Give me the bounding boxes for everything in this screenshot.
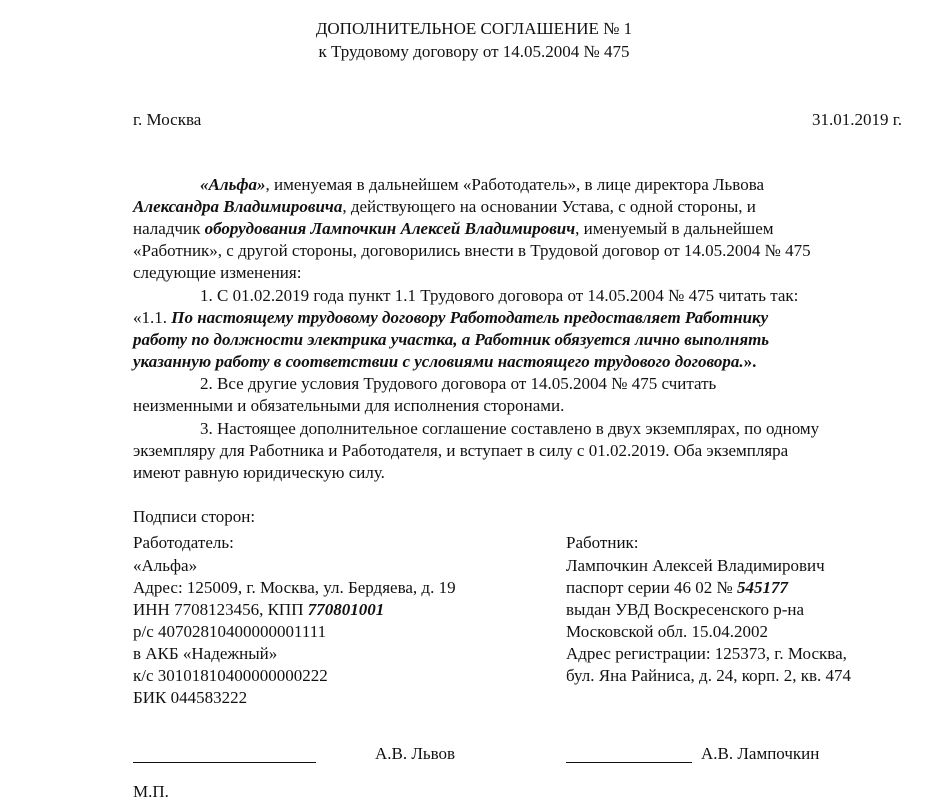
- preamble-line-3: [133, 218, 774, 240]
- employee-full-name: Лампочкин Алексей Владимирович: [566, 556, 825, 575]
- item3-line-1: 3. Настоящее дополнительное соглашение составлено в двух экземплярах, по одному: [200, 419, 820, 438]
- employee-name: оборудования Лампочкин Алексей Владимирович: [204, 219, 576, 238]
- item2-line-2: неизменными и обязательными для исполнения сторонами.: [133, 396, 565, 415]
- preamble-text: , именуемый в дальнейшем: [575, 219, 774, 238]
- seal-mark: М.П.: [133, 782, 169, 801]
- employer-bik: БИК 044583222: [133, 688, 248, 707]
- kpp-value: 770801001: [307, 600, 385, 619]
- employee-issued-2: Московской обл. 15.04.2002: [566, 622, 768, 641]
- item1-intro: 1. С 01.02.2019 года пункт 1.1 Трудового договора от 14.05.2004 № 475 читать так:: [200, 286, 799, 305]
- place: г. Москва: [133, 110, 202, 129]
- company-name: «Альфа»: [200, 175, 266, 194]
- employer-label: Работодатель:: [133, 533, 234, 552]
- clause-text: указанную работу в соответствии с условиями настоящего трудового договора.: [133, 352, 744, 371]
- employer-bank: в АКБ «Надежный»: [133, 644, 278, 663]
- employer-signature-line: [133, 762, 316, 763]
- employee-issued-1: выдан УВД Воскресенского р-на: [566, 600, 805, 619]
- employee-signatory: А.В. Лампочкин: [701, 744, 820, 763]
- item1-line-3: [133, 351, 756, 373]
- preamble-text: , именуемая в дальнейшем «Работодатель», в лице директора Львова: [265, 175, 765, 194]
- inn-text: ИНН 7708123456, КПП: [133, 600, 308, 619]
- document-date: 31.01.2019 г.: [811, 110, 902, 129]
- employer-inn-kpp: [133, 599, 384, 621]
- clause-text: По настоящему трудовому договору Работодатель предоставляет Работнику: [171, 308, 769, 327]
- preamble-line-5: следующие изменения:: [133, 263, 302, 282]
- employee-registration-1: Адрес регистрации: 125373, г. Москва,: [566, 644, 847, 663]
- item3-line-3: имеют равную юридическую силу.: [133, 463, 385, 482]
- preamble-line-2: [133, 196, 756, 218]
- employee-label: Работник:: [566, 533, 639, 552]
- document-title: ДОПОЛНИТЕЛЬНОЕ СОГЛАШЕНИЕ № 1: [315, 19, 633, 38]
- preamble-line-4: «Работник», с другой стороны, договорились внести в Трудовой договор от 14.05.2004 № 475: [133, 241, 811, 260]
- employer-name: «Альфа»: [133, 556, 198, 575]
- quote-open: «1.1.: [133, 308, 172, 327]
- employer-signatory: А.В. Львов: [375, 744, 456, 763]
- quote-close: ».: [743, 352, 757, 371]
- passport-number: 545177: [736, 578, 788, 597]
- employer-account: р/с 40702810400000001111: [133, 622, 327, 641]
- document-subtitle: к Трудовому договору от 14.05.2004 № 475: [318, 42, 630, 61]
- director-name: Александра Владимировича: [133, 197, 343, 216]
- signatures-title: Подписи сторон:: [133, 507, 256, 526]
- employer-address: Адрес: 125009, г. Москва, ул. Бердяева, д. 19: [133, 578, 456, 597]
- preamble-text: , действующего на основании Устава, с одной стороны, и: [342, 197, 756, 216]
- item2-line-1: 2. Все другие условия Трудового договора от 14.05.2004 № 475 считать: [200, 374, 717, 393]
- item3-line-2: экземпляру для Работника и Работодателя, и вступает в силу с 01.02.2019. Оба экземпляра: [133, 441, 789, 460]
- employee-signature-line: [566, 762, 692, 763]
- passport-text: паспорт серии 46 02 №: [566, 578, 737, 597]
- employee-registration-2: бул. Яна Райниса, д. 24, корп. 2, кв. 474: [566, 666, 851, 685]
- item1-line-2: работу по должности электрика участка, а Работник обязуется лично выполнять: [133, 330, 770, 349]
- preamble-line-1: [200, 174, 764, 196]
- employee-passport: [566, 577, 788, 599]
- preamble-text: наладчик: [133, 219, 205, 238]
- item1-line-1: [133, 307, 768, 329]
- employer-corr-account: к/с 30101810400000000222: [133, 666, 328, 685]
